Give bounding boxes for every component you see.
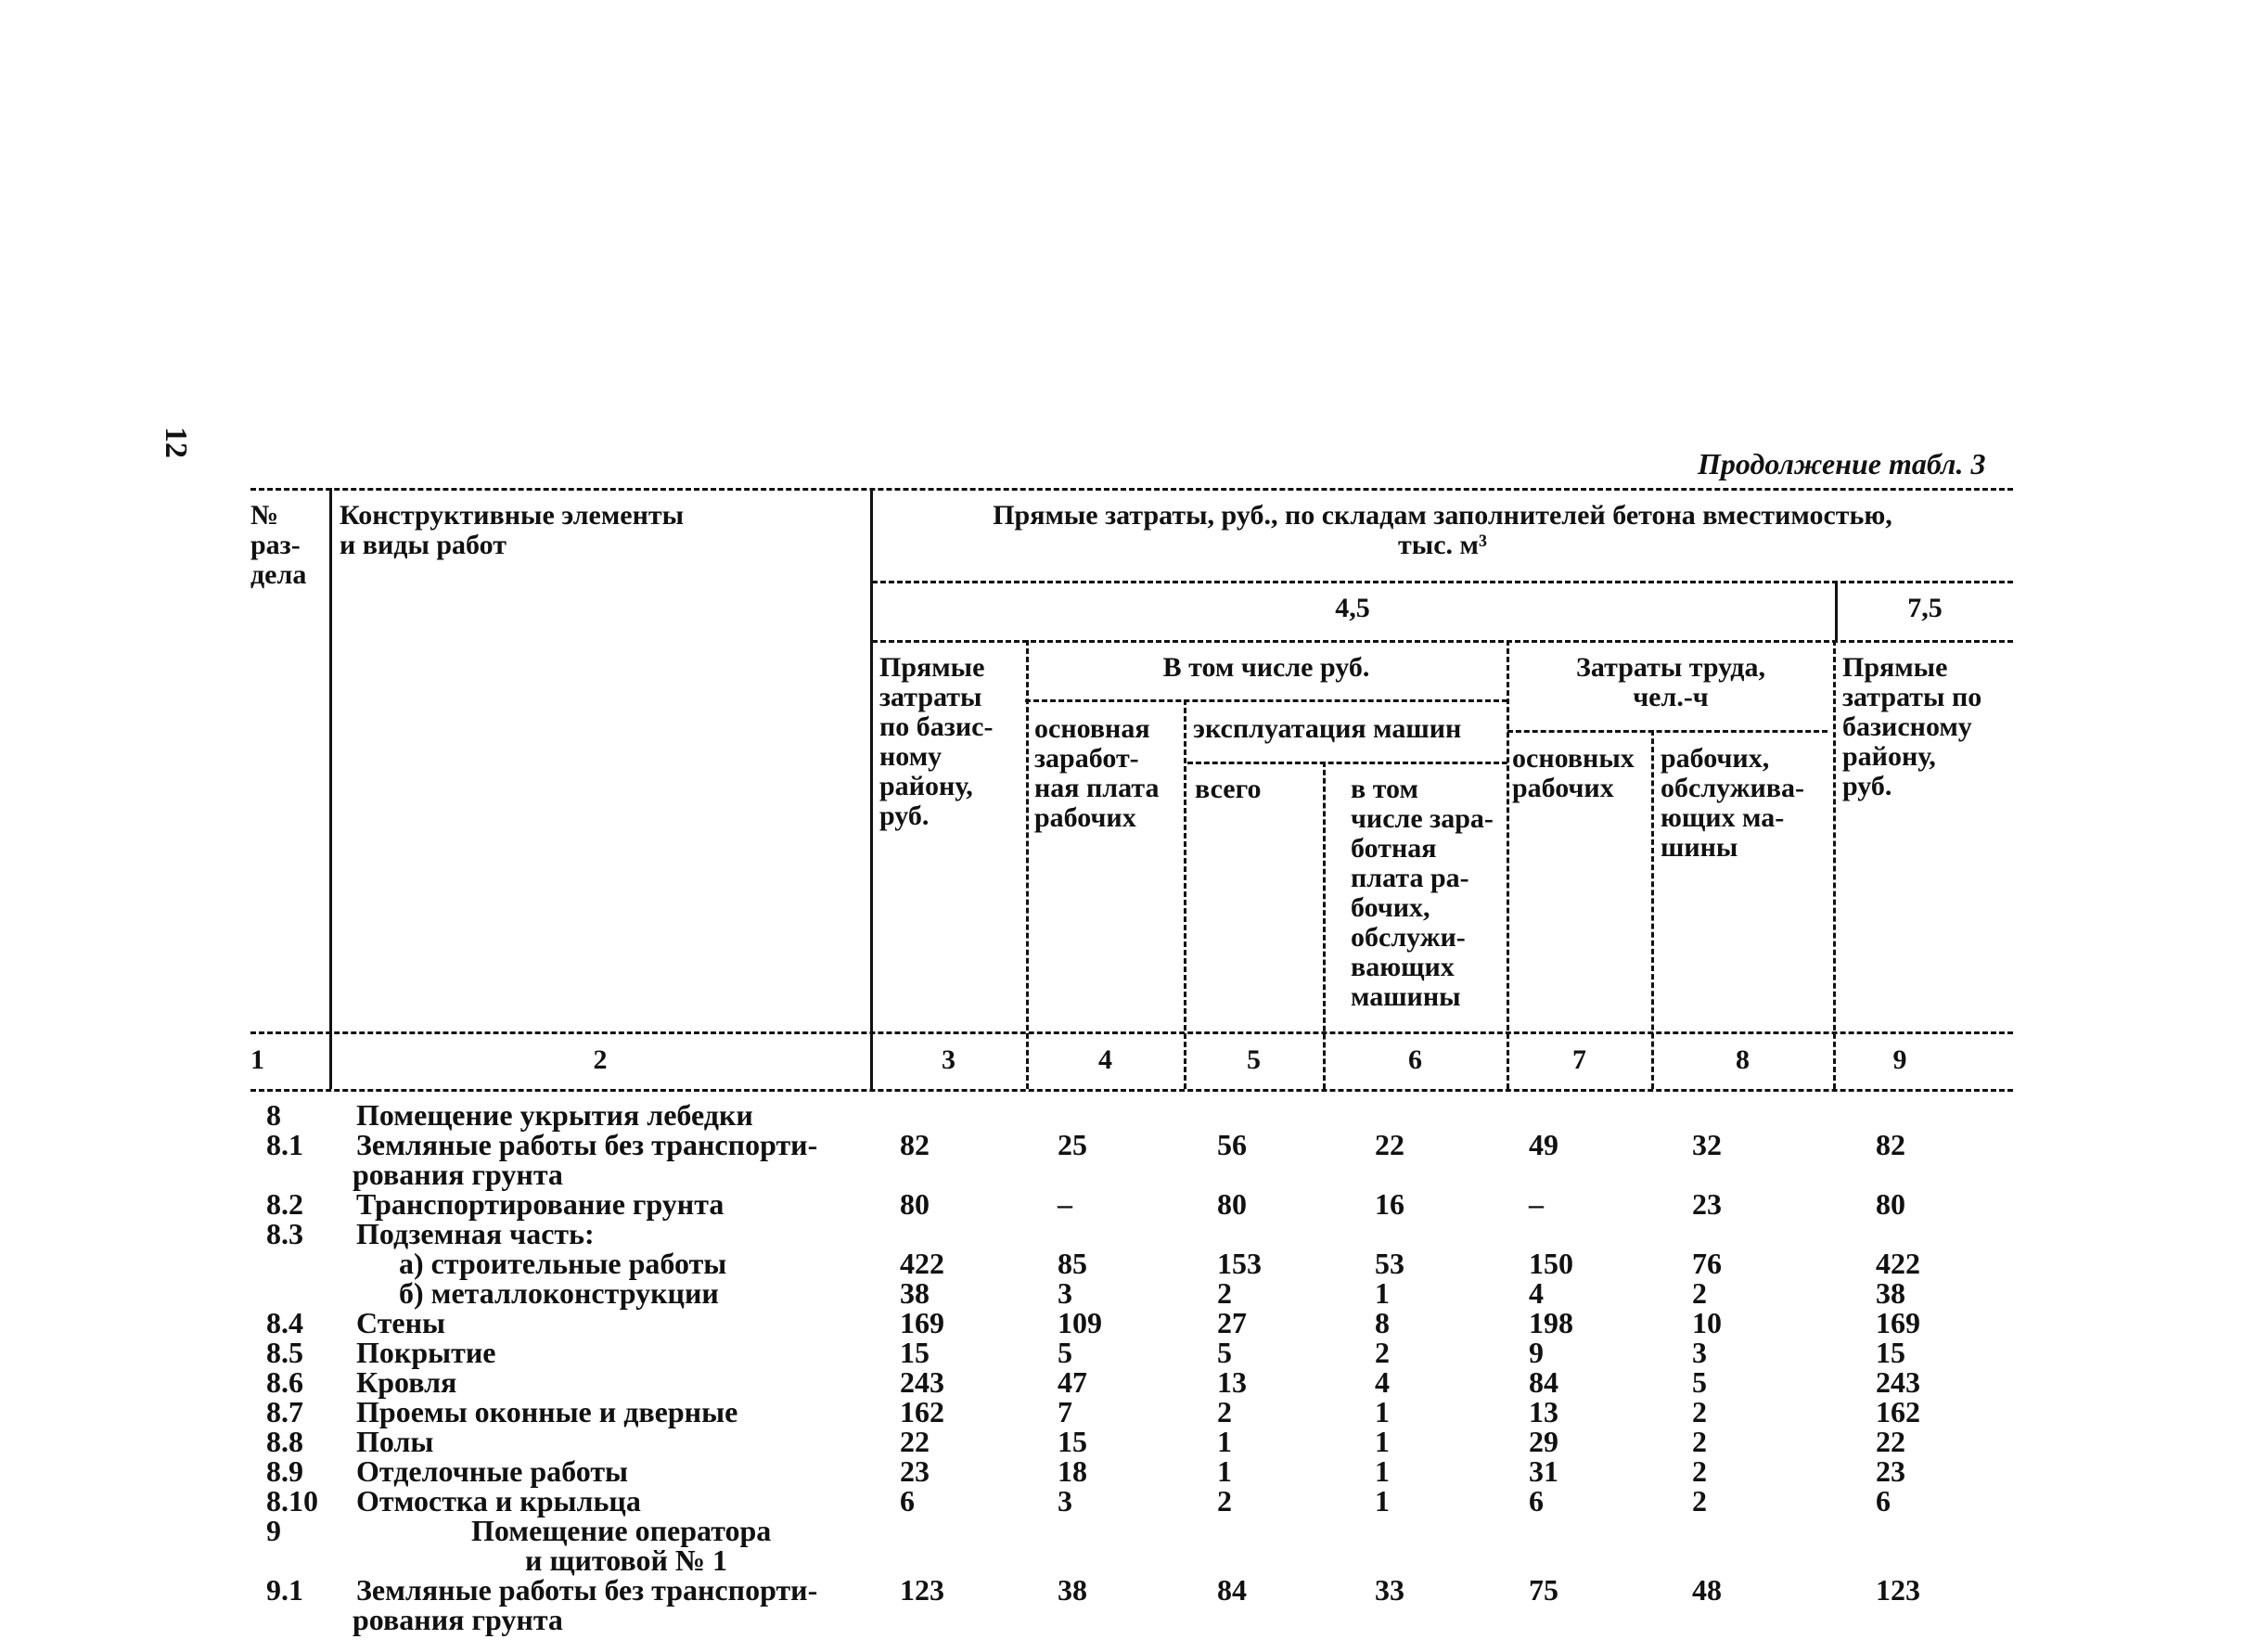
cell-col-8: 2: [1692, 1454, 1707, 1488]
cell-col-5: 84: [1217, 1573, 1247, 1607]
rule-sub: [872, 640, 2013, 643]
cell-col-8: 10: [1692, 1306, 1722, 1339]
cell-col-9: 6: [1876, 1484, 1891, 1518]
table-row: [0, 1130, 2257, 1160]
cell-col-3: 169: [900, 1306, 944, 1339]
row-number: 8.1: [266, 1128, 303, 1161]
cell-col-5: 1: [1217, 1454, 1232, 1488]
cell-col-6: 1: [1375, 1395, 1390, 1428]
cell-col-4: 25: [1058, 1128, 1087, 1161]
row-name: Полы: [356, 1425, 434, 1458]
cell-col-3: 422: [900, 1247, 944, 1280]
table-row: [0, 1219, 2257, 1249]
vline-4: [1184, 699, 1186, 1089]
cell-col-6: 22: [1375, 1128, 1404, 1161]
header-c9: Прямые затраты по базисному району, руб.: [1842, 652, 1982, 801]
row-number: 8: [266, 1098, 281, 1132]
vline-2: [870, 488, 873, 1089]
row-number: 8.7: [266, 1395, 303, 1428]
page-number: 12: [159, 427, 193, 458]
cell-col-8: 48: [1692, 1573, 1722, 1607]
vline-1: [329, 488, 332, 1089]
rule-colnums-bottom: [250, 1089, 2013, 1092]
cell-col-6: 2: [1375, 1336, 1390, 1369]
colnum-2: 2: [593, 1044, 608, 1075]
table-row: [0, 1516, 2257, 1546]
table-row: [0, 1249, 2257, 1279]
cell-col-6: 53: [1375, 1247, 1404, 1280]
cell-col-5: 2: [1217, 1395, 1232, 1428]
cell-col-4: 3: [1058, 1484, 1072, 1518]
row-name: Помещение укрытия лебедки: [356, 1098, 753, 1132]
cell-col-8: 76: [1692, 1247, 1722, 1280]
cell-col-9: 422: [1876, 1247, 1920, 1280]
header-labor-title: Затраты труда, чел.-ч: [1576, 652, 1765, 712]
colnum-9: 9: [1892, 1044, 1907, 1075]
row-number: 8.8: [266, 1425, 303, 1458]
row-name: Покрытие: [356, 1336, 496, 1369]
rule-top: [250, 488, 2013, 491]
cell-col-3: 243: [900, 1365, 944, 1399]
cell-col-3: 23: [900, 1454, 930, 1488]
vline-8: [1833, 640, 1836, 1089]
cell-col-3: 82: [900, 1128, 930, 1161]
cell-col-8: 5: [1692, 1365, 1707, 1399]
cell-col-4: 15: [1058, 1425, 1087, 1458]
cell-col-5: 27: [1217, 1306, 1247, 1339]
cell-col-7: 13: [1529, 1395, 1558, 1428]
cell-col-6: 33: [1375, 1573, 1404, 1607]
cell-col-9: 23: [1876, 1454, 1905, 1488]
header-group-b: 7,5: [1907, 593, 1943, 623]
colnum-6: 6: [1408, 1044, 1422, 1075]
cell-col-7: 4: [1529, 1276, 1544, 1310]
cell-col-8: 23: [1692, 1187, 1722, 1221]
rule-labor: [1507, 730, 1827, 733]
row-name: Земляные работы без транспорти-: [356, 1128, 818, 1161]
cell-col-6: 1: [1375, 1484, 1390, 1518]
row-number: 8.9: [266, 1454, 303, 1488]
colnum-4: 4: [1098, 1044, 1112, 1075]
cell-col-4: 85: [1058, 1247, 1087, 1280]
cell-col-8: 2: [1692, 1484, 1707, 1518]
table-row: [0, 1308, 2257, 1338]
row-name: Отделочные работы: [356, 1454, 629, 1488]
row-name: и щитовой № 1: [525, 1543, 728, 1577]
cell-col-8: 32: [1692, 1128, 1722, 1161]
row-name: Стены: [356, 1306, 446, 1339]
cell-col-3: 38: [900, 1276, 930, 1310]
header-span-title: Прямые затраты, руб., по складам заполнителей бетона вместимостью, тыс. м³: [993, 500, 1892, 560]
header-c3: Прямые затраты по базис- ному району, руб.: [879, 652, 994, 831]
table-row: [0, 1427, 2257, 1457]
vline-3: [1026, 640, 1029, 1089]
colnum-8: 8: [1736, 1044, 1750, 1075]
header-group-a: 4,5: [1335, 593, 1370, 623]
table-row: [0, 1100, 2257, 1131]
row-name: Кровля: [356, 1365, 457, 1399]
rule-machine: [1187, 762, 1507, 764]
cell-col-4: –: [1058, 1187, 1072, 1221]
row-name: б) металлоконструкции: [399, 1276, 719, 1310]
cell-col-9: 169: [1876, 1306, 1920, 1339]
cell-col-9: 162: [1876, 1395, 1920, 1428]
table-row: [0, 1545, 2257, 1576]
vline-7: [1651, 730, 1654, 1089]
table-row: [0, 1397, 2257, 1428]
table-continuation-label: Продолжение табл. 3: [1698, 447, 1986, 480]
cell-col-3: 123: [900, 1573, 944, 1607]
cell-col-5: 56: [1217, 1128, 1247, 1161]
cell-col-4: 109: [1058, 1306, 1102, 1339]
cell-col-5: 153: [1217, 1247, 1262, 1280]
cell-col-9: 38: [1876, 1276, 1905, 1310]
table-row: [0, 1278, 2257, 1309]
cell-col-5: 2: [1217, 1484, 1232, 1518]
cell-col-7: 31: [1529, 1454, 1558, 1488]
cell-col-3: 80: [900, 1187, 930, 1221]
cell-col-7: 6: [1529, 1484, 1544, 1518]
cell-col-6: 4: [1375, 1365, 1390, 1399]
cell-col-7: 150: [1529, 1247, 1573, 1280]
row-number: 8.2: [266, 1187, 303, 1221]
header-col1: № раз- дела: [250, 500, 307, 590]
cell-col-5: 13: [1217, 1365, 1247, 1399]
cell-col-5: 5: [1217, 1336, 1232, 1369]
table-row: [0, 1367, 2257, 1398]
table-row: [0, 1159, 2257, 1190]
cell-col-6: 1: [1375, 1425, 1390, 1458]
cell-col-6: 16: [1375, 1187, 1404, 1221]
colnum-3: 3: [942, 1044, 955, 1075]
cell-col-9: 15: [1876, 1336, 1905, 1369]
cell-col-9: 123: [1876, 1573, 1920, 1607]
cell-col-9: 82: [1876, 1128, 1905, 1161]
cell-col-7: 9: [1529, 1336, 1544, 1369]
table-row: [0, 1338, 2257, 1368]
cell-col-4: 5: [1058, 1336, 1072, 1369]
cell-col-5: 80: [1217, 1187, 1247, 1221]
cell-col-3: 6: [900, 1484, 915, 1518]
row-number: 8.4: [266, 1306, 303, 1339]
colnum-5: 5: [1247, 1044, 1261, 1075]
rule-colnums-top: [250, 1031, 2013, 1034]
cell-col-4: 38: [1058, 1573, 1087, 1607]
header-c6: в том числе зара- ботная плата ра- бочих, обслужи- вающих машины: [1351, 774, 1494, 1012]
cell-col-9: 243: [1876, 1365, 1920, 1399]
row-name: а) строительные работы: [399, 1247, 727, 1280]
row-number: 9.1: [266, 1573, 303, 1607]
colnum-7: 7: [1572, 1044, 1586, 1075]
header-c7: основных рабочих: [1512, 743, 1635, 803]
row-name: Проемы оконные и дверные: [356, 1395, 738, 1428]
cell-col-6: 1: [1375, 1276, 1390, 1310]
table-row: [0, 1575, 2257, 1606]
cell-col-4: 18: [1058, 1454, 1087, 1488]
rule-group: [872, 581, 2013, 583]
row-name: рования грунта: [353, 1603, 563, 1636]
header-incl-title: В том числе руб.: [1162, 652, 1370, 683]
cell-col-6: 1: [1375, 1454, 1390, 1488]
rule-incl: [1025, 699, 1507, 702]
cell-col-4: 7: [1058, 1395, 1072, 1428]
table-row: [0, 1456, 2257, 1487]
cell-col-6: 8: [1375, 1306, 1390, 1339]
cell-col-7: –: [1529, 1187, 1544, 1221]
cell-col-5: 2: [1217, 1276, 1232, 1310]
header-c4: основная заработ- ная плата рабочих: [1034, 713, 1160, 833]
colnum-1: 1: [250, 1044, 264, 1075]
row-name: Земляные работы без транспорти-: [356, 1573, 818, 1607]
cell-col-8: 2: [1692, 1276, 1707, 1310]
table-row: [0, 1486, 2257, 1517]
cell-col-5: 1: [1217, 1425, 1232, 1458]
row-number: 9: [266, 1514, 281, 1547]
row-number: 8.6: [266, 1365, 303, 1399]
header-c5: всего: [1195, 774, 1262, 804]
cell-col-7: 84: [1529, 1365, 1558, 1399]
cell-col-8: 3: [1692, 1336, 1707, 1369]
cell-col-4: 47: [1058, 1365, 1087, 1399]
cell-col-8: 2: [1692, 1395, 1707, 1428]
header-col2: Конструктивные элементы и виды работ: [340, 500, 685, 560]
row-name: Подземная часть:: [356, 1217, 595, 1250]
cell-col-7: 75: [1529, 1573, 1558, 1607]
cell-col-7: 49: [1529, 1128, 1558, 1161]
cell-col-9: 80: [1876, 1187, 1905, 1221]
row-name: рования грунта: [353, 1158, 563, 1191]
header-machine-title: эксплуатация машин: [1193, 713, 1462, 744]
table-row: [0, 1605, 2257, 1635]
cell-col-3: 22: [900, 1425, 930, 1458]
row-number: 8.5: [266, 1336, 303, 1369]
cell-col-7: 198: [1529, 1306, 1573, 1339]
cell-col-3: 162: [900, 1395, 944, 1428]
row-name: Транспортирование грунта: [356, 1187, 725, 1221]
cell-col-4: 3: [1058, 1276, 1072, 1310]
row-number: 8.10: [266, 1484, 318, 1518]
vline-5: [1323, 762, 1326, 1089]
cell-col-8: 2: [1692, 1425, 1707, 1458]
row-number: 8.3: [266, 1217, 303, 1250]
row-name: Отмостка и крыльца: [356, 1484, 641, 1518]
cell-col-3: 15: [900, 1336, 930, 1369]
cell-col-7: 29: [1529, 1425, 1558, 1458]
row-name: Помещение оператора: [471, 1514, 772, 1547]
header-c8: рабочих, обслужива- ющих ма- шины: [1661, 743, 1804, 863]
cell-col-9: 22: [1876, 1425, 1905, 1458]
table-row: [0, 1189, 2257, 1220]
